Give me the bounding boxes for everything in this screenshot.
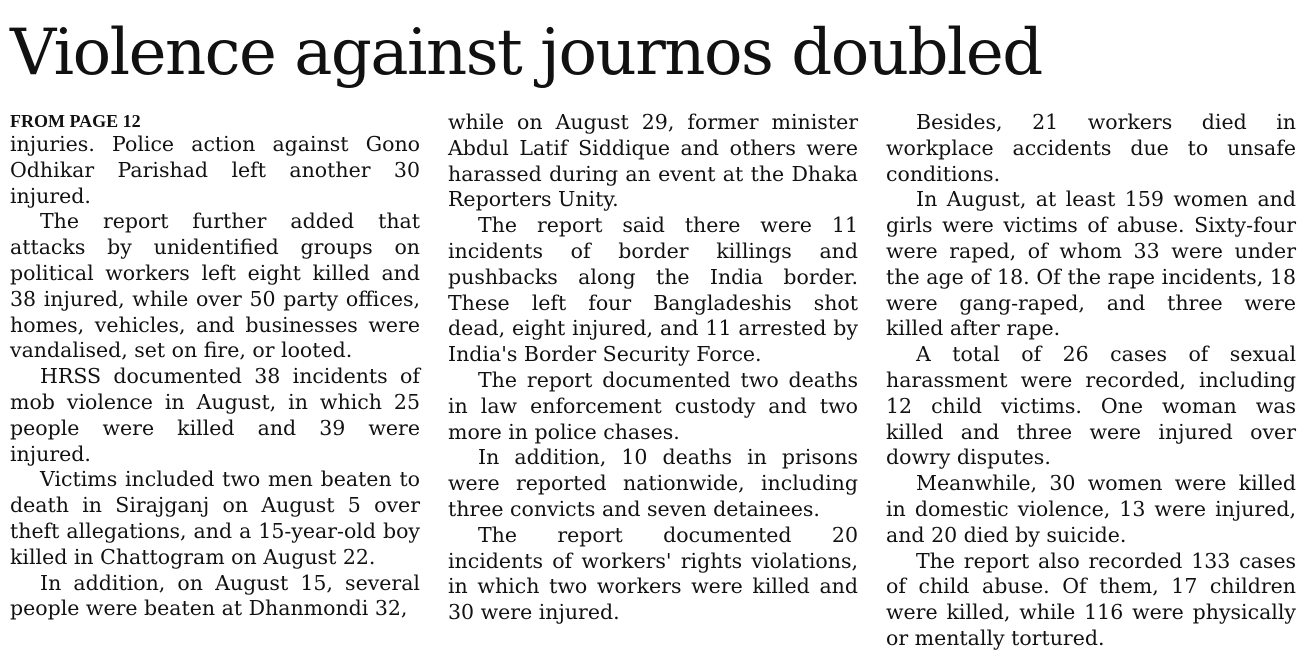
headline: Violence against journos doubled	[10, 16, 1042, 90]
paragraph: In addition, 10 deaths in prisons were reported nationwide, including three convicts and seven detainees.	[448, 445, 858, 521]
paragraph: In addition, on August 15, several people were beaten at Dhanmondi 32,	[10, 570, 420, 621]
paragraph: injuries. Police action against Gono Odhikar Parishad left another 30 injured.	[10, 132, 420, 208]
paragraph: HRSS documented 38 incidents of mob violence in August, in which 25 people were killed and 39 were injured.	[10, 364, 420, 466]
paragraph: In August, at least 159 women and girls were victims of abuse. Sixty-four were raped, of whom 33 were under the age of 18. Of the rape incidents, 18 were gang-raped, and three were killed after rape.	[886, 187, 1296, 341]
article-column-3	[886, 110, 1296, 650]
paragraph: The report further added that attacks by unidentified groups on political workers left eight killed and 38 injured, while over 50 party offices, homes, vehicles, and businesses were vandalised, set on fire, or looted.	[10, 209, 420, 363]
jump-line: FROM PAGE 12	[10, 111, 141, 131]
article-column-2	[448, 110, 858, 630]
paragraph: Meanwhile, 30 women were killed in domestic violence, 13 were injured, and 20 died by suicide.	[886, 471, 1296, 547]
paragraph: The report also recorded 133 cases of child abuse. Of them, 17 children were killed, while 116 were physically or mentally tortured.	[886, 548, 1296, 650]
article-column-1	[10, 110, 420, 630]
paragraph: The report said there were 11 incidents of border killings and pushbacks along the India border. These left four Bangladeshis shot dead, eight injured, and 11 arrested by India's Border Security Force.	[448, 213, 858, 367]
paragraph: A total of 26 cases of sexual harassment were recorded, including 12 child victims. One woman was killed and three were injured over dowry disputes.	[886, 342, 1296, 470]
paragraph: while on August 29, former minister Abdul Latif Siddique and others were harassed during an event at the Dhaka Reporters Unity.	[448, 110, 858, 212]
paragraph: Victims included two men beaten to death in Sirajganj on August 5 over theft allegations, and a 15-year-old boy killed in Chattogram on August 22.	[10, 467, 420, 569]
paragraph: The report documented 20 incidents of workers' rights violations, in which two workers were killed and 30 were injured.	[448, 522, 858, 625]
paragraph: Besides, 21 workers died in workplace accidents due to unsafe conditions.	[886, 110, 1296, 186]
paragraph: The report documented two deaths in law enforcement custody and two more in police chases.	[448, 367, 858, 444]
